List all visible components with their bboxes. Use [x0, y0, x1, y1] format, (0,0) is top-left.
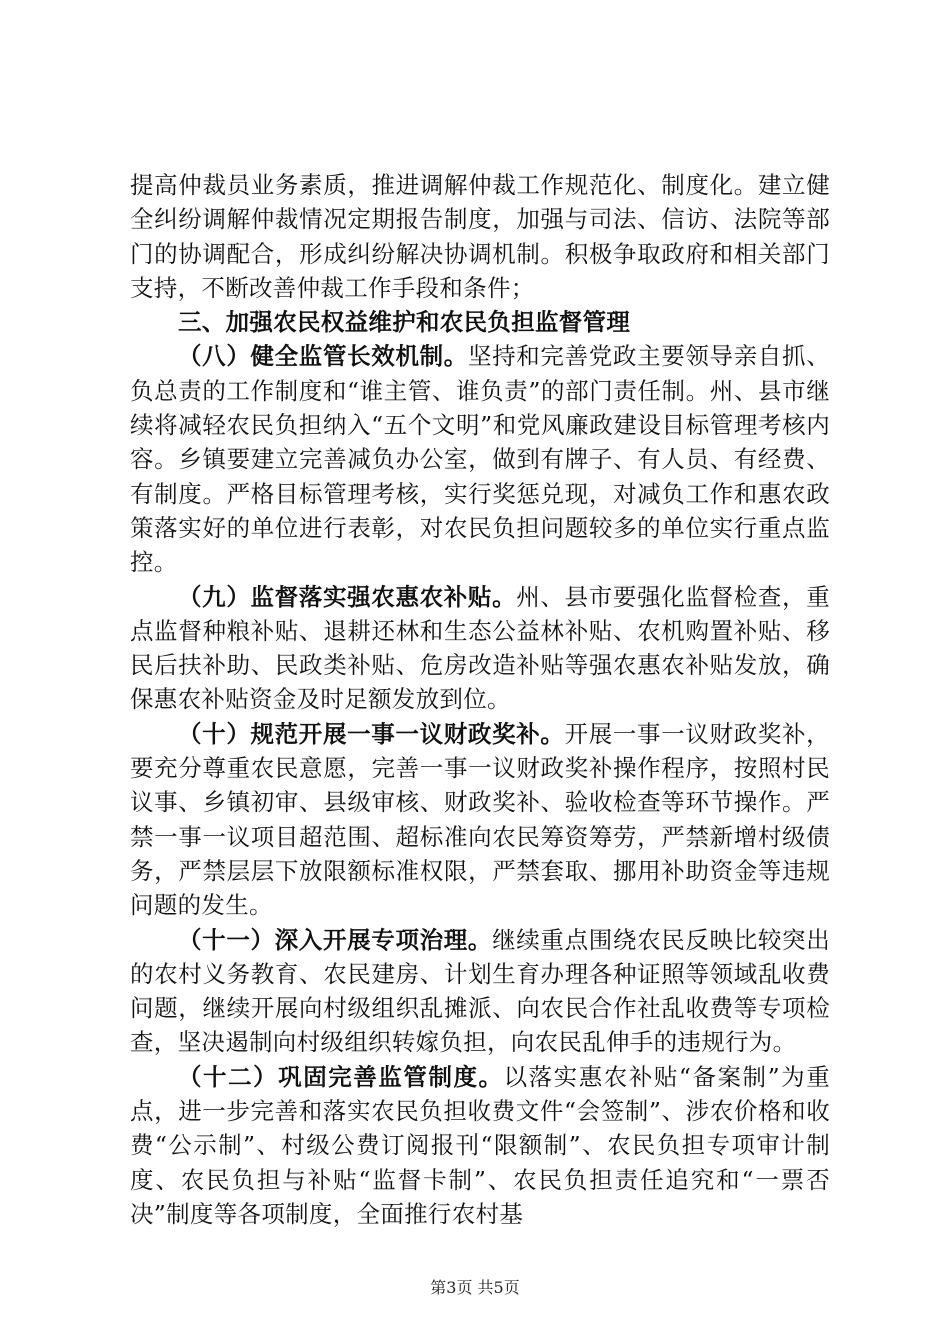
- item-paragraph: [130, 923, 830, 1060]
- section-heading: 三、加强农民权益维护和农民负担监督管理: [178, 308, 631, 337]
- item-heading: （十一）深入开展专项治理。: [178, 925, 493, 954]
- item-body: 以落实惠农补贴“备案制”为重点，进一步完善和落实农民负担收费文件“会签制”、涉农价格和收费“公示制”、村级公费订阅报刊“限额制”、农民负担专项审计制度、农民负担与补贴“监督卡制”、农民负担责任追究和“一票否决”制度等各项制度，全面推行农村基: [130, 1062, 831, 1228]
- item-heading: （十）规范开展一事一议财政奖补。: [178, 719, 565, 748]
- item-heading: （九）监督落实强农惠农补贴。: [178, 582, 517, 611]
- item-body: 坚持和完善党政主要领导亲自抓、负总责的工作制度和“谁主管、谁负责”的部门责任制。州、县市继续将减轻农民负担纳入“五个文明”和党风廉政建设目标管理考核内容。乡镇要建立完善减负办公室，做到有牌子、有人员、有经费、有制度。严格目标管理考核，实行奖惩兑现，对减负工作和惠农政策落实好的单位进行表彰，对农民负担问题较多的单位实行重点监控。: [130, 342, 830, 577]
- page-footer: 第3页 共5页: [430, 1278, 520, 1297]
- item-body: 州、县市要强化监督检查，重点监督种粮补贴、退耕还林和生态公益林补贴、农机购置补贴、移民后扶补助、民政类补贴、危房改造补贴等强农惠农补贴发放，确保惠农补贴资金及时足额发放到位。: [130, 582, 830, 714]
- item-paragraph: [130, 1060, 830, 1231]
- item-body: 继续重点围绕农民反映比较突出的农村义务教育、农民建房、计划生育办理各种证照等领域乱收费问题，继续开展向村级组织乱摊派、向农民合作社乱收费等专项检查，坚决遏制向村级组织转嫁负担，向农民乱伸手的违规行为。: [130, 925, 831, 1057]
- item-paragraph: [130, 717, 830, 923]
- document-body: [130, 168, 830, 1231]
- item-heading: （十二）巩固完善监管制度。: [178, 1062, 504, 1091]
- item-body: 开展一事一议财政奖补，要充分尊重农民意愿，完善一事一议财政奖补操作程序，按照村民议事、乡镇初审、县级审核、财政奖补、验收检查等环节操作。严禁一事一议项目超范围、超标准向农民筹资筹劳，严禁新增村级债务，严禁层层下放限额标准权限，严禁套取、挪用补助资金等违规问题的发生。: [130, 719, 830, 920]
- item-heading: （八）健全监管长效机制。: [178, 342, 468, 371]
- item-paragraph: [130, 339, 830, 579]
- continuation-paragraph: 提高仲裁员业务素质，推进调解仲裁工作规范化、制度化。建立健全纠纷调解仲裁情况定期报告制度，加强与司法、信访、法院等部门的协调配合，形成纠纷解决协调机制。积极争取政府和相关部门支持，不断改善仲裁工作手段和条件；: [130, 171, 830, 302]
- item-paragraph: [130, 580, 830, 717]
